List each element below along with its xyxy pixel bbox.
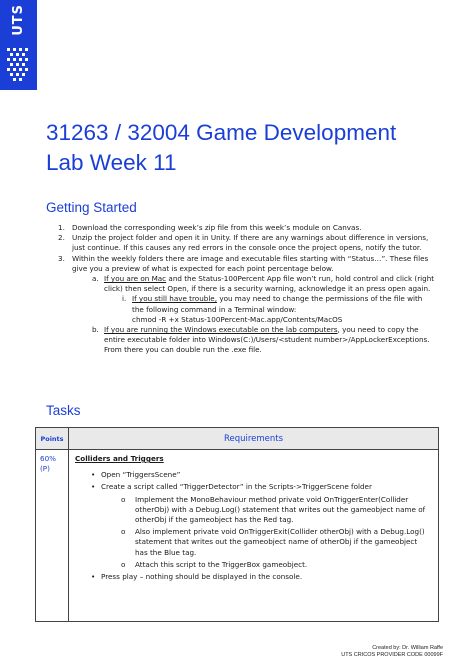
list-item: 3. Within the weekly folders there are image and executable files starting with “Status…”. These files give you a preview of what is expected for each point percentage below.	[58, 253, 429, 273]
logo-pattern	[7, 48, 31, 82]
title-line-1: 31263 / 32004 Game Development	[46, 120, 397, 145]
list-item: 2. Unzip the project folder and open it in Unity. If there are any warnings about difference in versions, just continue. If this causes any red errors in the console once the project opens, notify the tutor.	[58, 233, 429, 253]
points-cell: 60% (P)	[36, 450, 69, 622]
requirement-subitem: o Attach this script to the TriggerBox gameobject.	[121, 559, 308, 569]
footer-cricos: UTS CRICOS PROVIDER CODE 00099F	[341, 652, 443, 658]
uts-logo	[0, 0, 37, 90]
list-item: 1. Download the corresponding week’s zip file from this week’s module on Canvas.	[58, 223, 362, 232]
list-item-mac: a. If you are on Mac and the Status-100Percent App file won’t run, hold control and click (right click) then select Open, if there is a security warning, acknowledge it an press open again.	[92, 274, 435, 294]
tasks-table	[35, 427, 439, 622]
getting-started-list	[46, 223, 436, 356]
table-row	[36, 450, 439, 622]
requirement-item: • Create a script called “TriggerDetector” in the Scripts->TriggerScene folder	[91, 482, 372, 492]
section-title: Colliders and Triggers	[75, 454, 164, 463]
list-item-windows: b. If you are running the Windows executable on the lab computers, you need to copy the entire executable folder into Windows(C:)/Users/<student number>/AppLockerExceptions. From there you can double run the .exe file.	[92, 325, 430, 355]
document-title	[46, 118, 396, 178]
requirement-item: • Open “TriggersScene”	[91, 470, 181, 480]
list-item-permissions: i. If you still have trouble, you may need to change the permissions of the file with the following command in a Terminal window: chmod -R +x Status-100Percent-Mac.app/Contents/MacOS	[46, 294, 436, 325]
table-header-row	[36, 428, 439, 450]
logo-text: UTS	[11, 4, 26, 36]
requirements-cell	[69, 450, 439, 622]
getting-started-heading: Getting Started	[46, 200, 137, 215]
requirement-item: • Press play – nothing should be displayed in the console.	[91, 572, 303, 582]
footer-author: Created by: Dr. William Raffe	[372, 645, 443, 651]
title-line-2: Lab Week 11	[46, 150, 177, 175]
points-column-header: Points	[36, 428, 69, 450]
requirement-subitem: o Implement the MonoBehaviour method private void OnTriggerEnter(Collider otherObj) with a Debug.Log() statement that writes out the gameobject name of otherObj if the gameobject has the Red tag.	[121, 494, 426, 525]
requirements-column-header: Requirements	[69, 428, 439, 450]
requirement-subitem: o Also implement private void OnTriggerExit(Collider otherObj) with a Debug.Log() statement that writes out the gameobject name of otherObj if the gameobject has the Blue tag.	[121, 527, 425, 557]
tasks-heading: Tasks	[46, 403, 81, 418]
page-footer	[341, 645, 443, 659]
chmod-command: chmod -R +x Status-100Percent-Mac.app/Contents/MacOS	[132, 314, 343, 324]
